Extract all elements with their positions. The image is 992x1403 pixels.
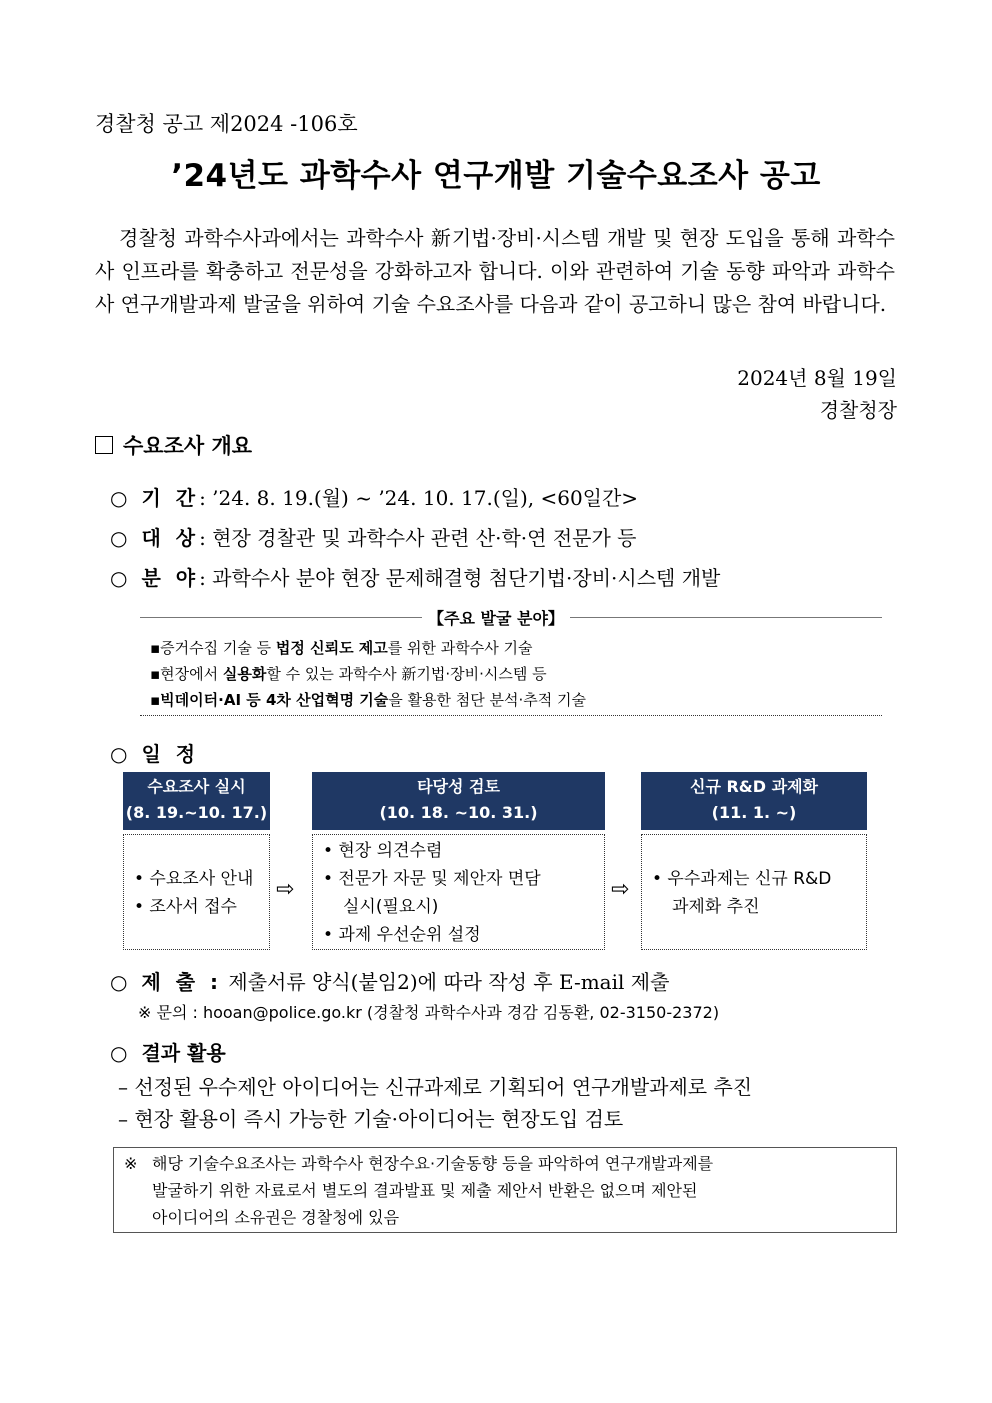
- field-row: [110, 562, 720, 591]
- main-field-item: ▪빅데이터·AI 등 4차 산업혁명 기술을 활용한 첨단 분석·추적 기술: [150, 691, 587, 709]
- main-fields-bottom-rule: [140, 715, 882, 716]
- period-label: 기 간: [141, 486, 200, 510]
- circle-bullet-icon: ○: [110, 742, 128, 766]
- circle-bullet-icon: ○: [110, 526, 128, 550]
- submission-label: 제 출 :: [141, 970, 223, 994]
- note-mark: ※: [124, 1154, 138, 1173]
- note-line: 발굴하기 위한 자료로서 별도의 결과발표 및 제출 제안서 반환은 없으며 제안된: [152, 1181, 698, 1200]
- intro-paragraph: 경찰청 과학수사과에서는 과학수사 新기법·장비·시스템 개발 및 현장 도입을 통해 과학수사 인프라를 확충하고 전문성을 강화하고자 합니다. 이와 관련하여 기술 동향 파악과 과학수사 연구개발과제 발굴을 위하여 기술 수요조사를 다음과 같이 공고하니 많은 참여 바랍니다.: [95, 226, 895, 316]
- schedule-step-body: • 수요조사 안내 • 조사서 접수: [123, 834, 270, 950]
- submission-value: 제출서류 양식(붙임2)에 따라 작성 후 E-mail 제출: [228, 970, 670, 994]
- issuer: 경찰청장: [819, 398, 897, 422]
- note-line: 해당 기술수요조사는 과학수사 현장수요·기술동향 등을 파악하여 연구개발과제를: [152, 1154, 714, 1173]
- page-title: ’24년도 과학수사 연구개발 기술수요조사 공고: [171, 158, 821, 194]
- arrow-right-icon: ⇨: [611, 877, 630, 902]
- target-label: 대 상: [141, 526, 200, 550]
- note-line: 아이디어의 소유권은 경찰청에 있음: [152, 1208, 400, 1227]
- notice-date: 2024년 8월 19일: [737, 366, 897, 390]
- schedule-label: 일 정: [141, 742, 200, 766]
- section-title: 수요조사 개요: [123, 434, 253, 458]
- main-field-item: ▪현장에서 실용화할 수 있는 과학수사 新기법·장비·시스템 등: [150, 665, 547, 683]
- results-row: [110, 1037, 226, 1066]
- results-item: – 현장 활용이 즉시 가능한 기술·아이디어는 현장도입 검토: [118, 1107, 624, 1131]
- target-value: : 현장 경찰관 및 과학수사 관련 산·학·연 전문가 등: [199, 526, 637, 550]
- notice-number: 경찰청 공고 제2024 -106호: [95, 112, 358, 136]
- field-label: 분 야: [141, 566, 200, 590]
- checkbox-square-icon: [95, 436, 113, 454]
- schedule-step-header: 신규 R&D 과제화 (11. 1. ~): [641, 772, 867, 830]
- period-value: : ’24. 8. 19.(월) ~ ’24. 10. 17.(일), <60일간>: [199, 486, 639, 510]
- note-box: [113, 1147, 897, 1233]
- schedule-row: [110, 738, 199, 767]
- circle-bullet-icon: ○: [110, 970, 128, 994]
- schedule-step-header: 타당성 검토 (10. 18. ~10. 31.): [312, 772, 605, 830]
- circle-bullet-icon: ○: [110, 566, 128, 590]
- results-item: – 선정된 우수제안 아이디어는 신규과제로 기획되어 연구개발과제로 추진: [118, 1075, 753, 1099]
- schedule-step-header: 수요조사 실시 (8. 19.~10. 17.): [123, 772, 270, 830]
- arrow-right-icon: ⇨: [276, 877, 295, 902]
- schedule-step-body: • 우수과제는 신규 R&D 과제화 추진: [641, 834, 867, 950]
- period-row: [110, 482, 638, 511]
- section-heading: [95, 430, 252, 460]
- field-value: : 과학수사 분야 현장 문제해결형 첨단기법·장비·시스템 개발: [199, 566, 721, 590]
- submission-row: [110, 966, 669, 995]
- contact-info: ※ 문의 : hooan@police.go.kr (경찰청 과학수사과 경감 김동환, 02-3150-2372): [138, 1003, 720, 1022]
- main-field-item: ▪증거수집 기술 등 법정 신뢰도 제고를 위한 과학수사 기술: [150, 639, 533, 657]
- schedule-step-body: • 현장 의견수렴 • 전문가 자문 및 제안자 면담 실시(필요시) • 과제 우선순위 설정: [312, 834, 605, 950]
- circle-bullet-icon: ○: [110, 1041, 128, 1065]
- circle-bullet-icon: ○: [110, 486, 128, 510]
- results-label: 결과 활용: [141, 1041, 226, 1065]
- target-row: [110, 522, 636, 551]
- main-fields-heading: 【주요 발굴 분야】: [0, 606, 992, 629]
